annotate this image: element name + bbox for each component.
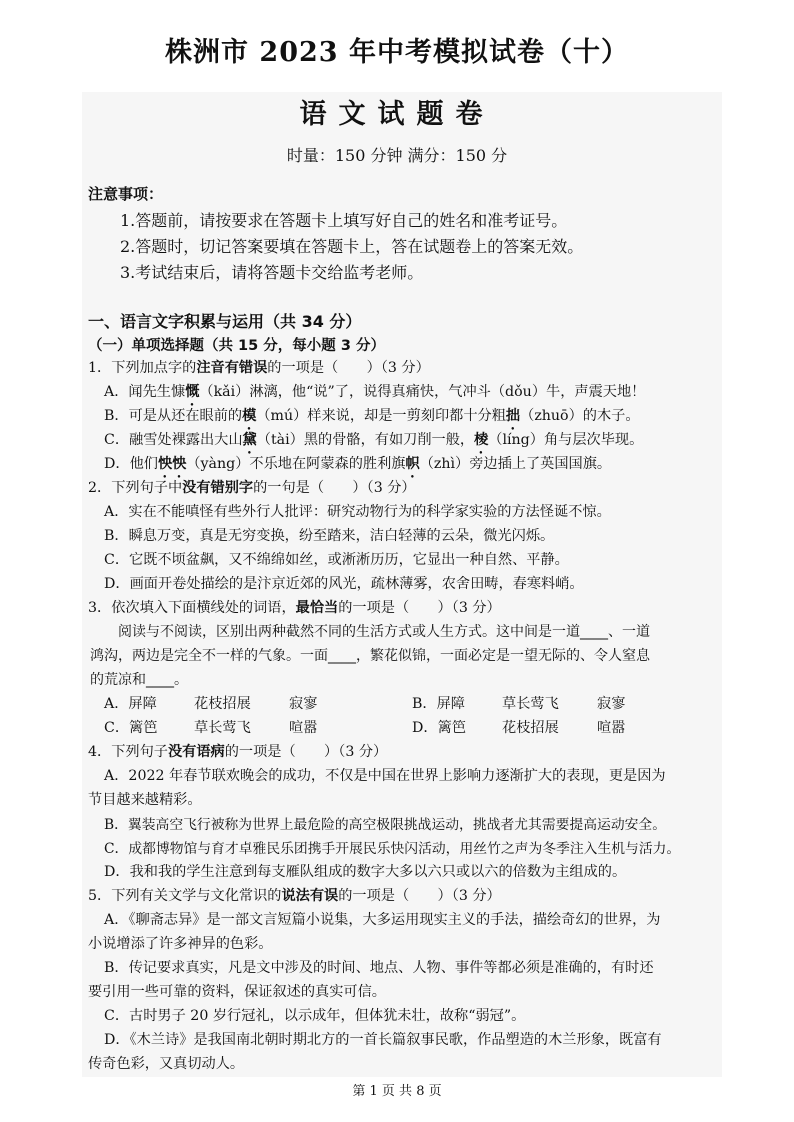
question-5-line: C．古时男子 20 岁行冠礼，以示成年，但体犹未壮，故称“弱冠”。	[104, 1008, 526, 1024]
notice-item: 1.答题前，请按要求在答题卡上填写好自己的姓名和准考证号。	[120, 211, 568, 230]
question-4-line: B．翼装高空飞行被称为世界上最危险的高空极限挑战运动，挑战者尤其需要提高运动安全。	[104, 817, 667, 833]
question-5-line: A．《聊斋志异》是一部文言短篇小说集，大多运用现实主义的手法，描绘奇幻的世界，为	[104, 912, 661, 928]
question-3-passage-line: 鸿沟，两边是完全不一样的气象。一面____，繁花似锦，一面必定是一望无际的、令人窒息	[90, 648, 650, 664]
question-3-option-d: D．篱笆 花枝招展 喧嚣	[412, 720, 626, 736]
question-1-option-a: A．闻先生慷慨（kǎi）淋漓，他“说”了，说得真痛快，气冲斗（dǒu）牛，声震天地！	[104, 384, 646, 400]
question-1-stem: 1．下列加点字的注音有错误的一项是（ ）（3 分）	[88, 360, 430, 376]
question-4-line: 节目越来越精彩。	[88, 792, 202, 808]
question-5-line: D．《木兰诗》是我国南北朝时期北方的一首长篇叙事民歌，作品塑造的木兰形象，既富有	[104, 1032, 662, 1048]
question-2-option: A．实在不能嗔怪有些外行人批评：研究动物行为的科学家实验的方法怪诞不惊。	[104, 504, 611, 520]
question-5-line: 小说增添了许多神异的色彩。	[88, 936, 273, 952]
question-1-option-c: C．融雪处裸露出大山黛（tài）黑的骨骼，有如刀削一般，棱（líng）角与层次毕现。	[104, 432, 644, 448]
question-3-passage-line: 的荒凉和____。	[90, 672, 188, 688]
subsection-heading: （一）单项选择题（共 15 分，每小题 3 分）	[88, 338, 385, 354]
notice-title: 注意事项：	[88, 185, 164, 203]
question-5-line: 传奇色彩，又真切动人。	[88, 1056, 245, 1072]
question-2-option: B．瞬息万变，真是无穷变换，纷至踏来，洁白轻薄的云朵，微光闪烁。	[104, 528, 555, 544]
exam-subtitle: 语文试题卷	[299, 99, 495, 130]
question-3-passage-line: 阅读与不阅读，区别出两种截然不同的生活方式或人生方式。这中间是一道____、一道	[118, 624, 650, 640]
notice-item: 2.答题时，切记答案要填在答题卡上，答在试题卷上的答案无效。	[120, 237, 584, 256]
section-heading: 一、语言文字积累与运用（共 34 分）	[88, 312, 362, 331]
question-1-option-d: D．他们怏怏（yàng）不乐地在阿蒙森的胜利旗帜（zhì）旁边插上了英国国旗。	[104, 456, 612, 472]
question-3-stem: 3．依次填入下面横线处的词语，最恰当的一项是（ ）（3 分）	[88, 600, 501, 616]
question-3-option-a: A．屏障 花枝招展 寂寥	[104, 696, 318, 712]
notice-item: 3.考试结束后，请将答题卡交给监考老师。	[120, 263, 424, 282]
question-5-line: B．传记要求真实，凡是文中涉及的时间、地点、人物、事件等都必须是准确的，有时还	[104, 960, 654, 976]
question-5-line: 要引用一些可靠的资料，保证叙述的真实可信。	[88, 984, 386, 1000]
question-3-option-c: C．篱笆 草长莺飞 喧嚣	[104, 720, 318, 736]
exam-title: 株洲市 2023 年中考模拟试卷（十）	[165, 37, 629, 68]
question-2-option: C．它既不顷盆飙，又不绵绵如丝，或淅淅历历，它显出一种自然、平静。	[104, 552, 569, 568]
question-3-option-b: B．屏障 草长莺飞 寂寥	[412, 696, 626, 712]
question-5-stem: 5．下列有关文学与文化常识的说法有误的一项是（ ）（3 分）	[88, 888, 501, 904]
question-4-line: C．成都博物馆与育才卓雅民乐团携手开展民乐快闪活动，用丝竹之声为冬季注入生机与活力。	[104, 841, 681, 857]
question-2-stem: 2．下列句子中没有错别字的一句是（ ）（3 分）	[88, 480, 416, 496]
question-4-line: A．2022 年春节联欢晚会的成功，不仅是中国在世界上影响力逐渐扩大的表现，更是因为	[104, 768, 666, 784]
question-4-line: D．我和我的学生注意到每支雁队组成的数字大多以六只或以六的倍数为主组成的。	[104, 864, 627, 880]
question-2-option: D．画面开卷处描绘的是汴京近郊的风光，疏林薄雾，农舍田畴，春寒料峭。	[104, 576, 584, 592]
exam-timing: 时量：150 分钟 满分：150 分	[286, 146, 508, 165]
question-1-option-b: B．可是从还在眼前的模（mú）样来说，却是一剪刻印都十分粗拙（zhuō）的木子。	[104, 408, 640, 424]
question-4-stem: 4．下列句子没有语病的一项是（ ）（3 分）	[88, 744, 388, 760]
page-footer: 第 1 页 共 8 页	[352, 1084, 442, 1099]
